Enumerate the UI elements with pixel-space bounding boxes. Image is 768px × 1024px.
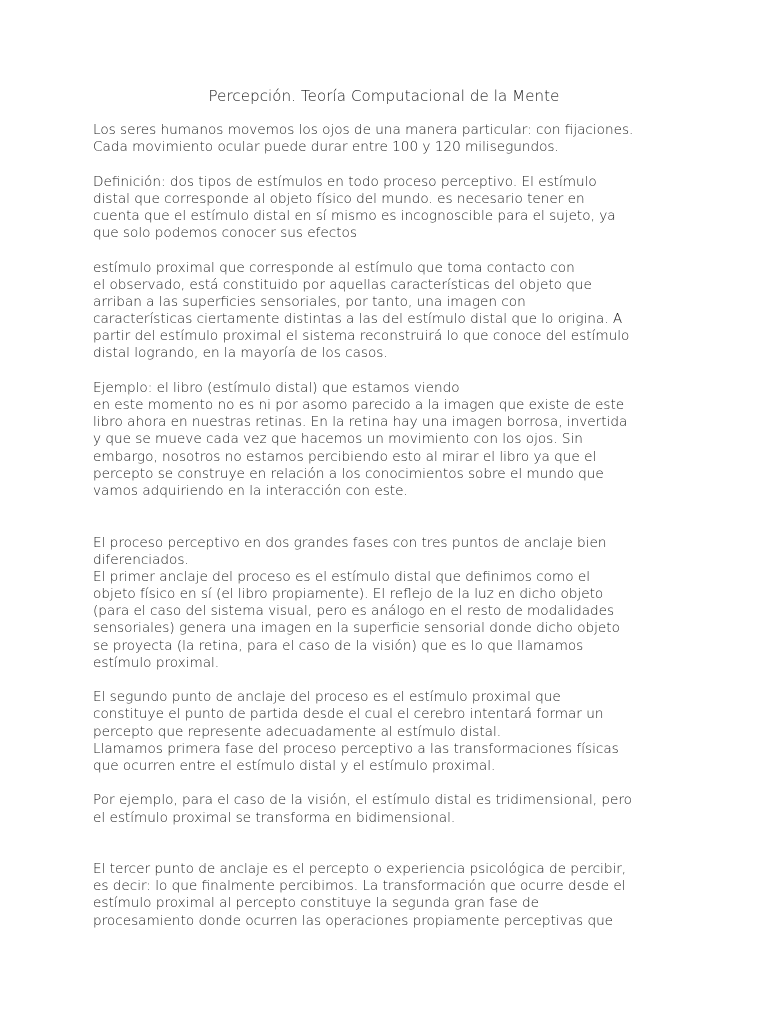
- text-line: embargo, nosotros no estamos percibiendo esto al mirar el libro ya que el: [93, 448, 597, 465]
- page-title: Percepción. Teoría Computacional de la Mente: [208, 87, 560, 105]
- text-line: constituye el punto de partida desde el cual el cerebro intentará formar un: [93, 706, 604, 723]
- text-line: Por ejemplo, para el caso de la visión, el estímulo distal es tridimensional, pero: [93, 792, 632, 809]
- text-line: se proyecta (la retina, para el caso de la visión) que es lo que llamamos: [93, 637, 584, 654]
- document-body: [93, 122, 683, 930]
- text-line: el observado, está constituido por aquellas características del objeto que: [93, 276, 592, 293]
- text-line: Definición: dos tipos de estímulos en todo proceso perceptivo. El estímulo: [93, 173, 597, 190]
- text-line: (para el caso del sistema visual, pero es análogo en el resto de modalidades: [93, 603, 615, 620]
- text-line: libro ahora en nuestras retinas. En la retina hay una imagen borrosa, invertida: [93, 414, 628, 431]
- text-line: arriban a las superficies sensoriales, por tanto, una imagen con: [93, 293, 526, 310]
- text-line: Los seres humanos movemos los ojos de una manera particular: con fijaciones.: [93, 122, 634, 138]
- text-line: percepto que represente adecuadamente al estímulo distal.: [93, 723, 502, 740]
- text-line: El proceso perceptivo en dos grandes fases con tres puntos de anclaje bien: [93, 534, 607, 551]
- paragraph: [93, 122, 683, 156]
- text-line: objeto físico en sí (el libro propiamente). El reflejo de la luz en dicho objeto: [93, 586, 604, 603]
- paragraph: [93, 861, 683, 930]
- text-line: distal logrando, en la mayoría de los casos.: [93, 345, 388, 362]
- text-line: Llamamos primera fase del proceso perceptivo a las transformaciones físicas: [93, 740, 619, 757]
- text-line: Cada movimiento ocular puede durar entre 100 y 120 milisegundos.: [93, 139, 559, 156]
- text-line: que ocurren entre el estímulo distal y el estímulo proximal.: [93, 757, 496, 774]
- text-line: en este momento no es ni por asomo parecido a la imagen que existe de este: [93, 397, 625, 413]
- text-line: El segundo punto de anclaje del proceso es el estímulo proximal que: [93, 689, 561, 706]
- text-line: estímulo proximal que corresponde al estímulo que toma contacto con: [93, 259, 575, 276]
- paragraph: [93, 689, 683, 775]
- text-line: procesamiento donde ocurren las operaciones propiamente perceptivas que: [93, 912, 614, 929]
- text-line: percepto se construye en relación a los conocimientos sobre el mundo que: [93, 465, 604, 482]
- text-line: sensoriales) genera una imagen en la superficie sensorial donde dicho objeto: [93, 620, 620, 637]
- text-line: Ejemplo: el libro (estímulo distal) que estamos viendo: [93, 379, 460, 396]
- paragraph: [93, 535, 683, 673]
- text-line: vamos adquiriendo en la interacción con este.: [93, 482, 408, 499]
- text-line: partir del estímulo proximal el sistema reconstruirá lo que conoce del estímulo: [93, 328, 630, 345]
- text-line: que solo podemos conocer sus efectos: [93, 225, 357, 242]
- text-line: y que se mueve cada vez que hacemos un movimiento con los ojos. Sin: [93, 431, 583, 448]
- paragraph: [93, 260, 683, 363]
- paragraph: [93, 380, 683, 500]
- text-line: cuenta que el estímulo distal en sí mismo es incognoscible para el sujeto, ya: [93, 207, 616, 224]
- text-line: es decir: lo que finalmente percibimos. La transformación que ocurre desde el: [93, 878, 626, 895]
- paragraph: [93, 174, 683, 243]
- text-line: El primer anclaje del proceso es el estímulo distal que definimos como el: [93, 568, 591, 585]
- paragraph: [93, 792, 683, 826]
- text-line: distal que corresponde al objeto físico del mundo. es necesario tener en: [93, 190, 585, 207]
- text-line: diferenciados.: [93, 551, 189, 568]
- text-line: estímulo proximal al percepto constituye la segunda gran fase de: [93, 895, 539, 912]
- text-line: estímulo proximal.: [93, 654, 220, 671]
- text-line: El tercer punto de anclaje es el percepto o experiencia psicológica de percibir,: [93, 861, 627, 878]
- text-line: el estímulo proximal se transforma en bidimensional.: [93, 809, 456, 826]
- text-line: características ciertamente distintas a las del estímulo distal que lo origina. A: [93, 311, 623, 328]
